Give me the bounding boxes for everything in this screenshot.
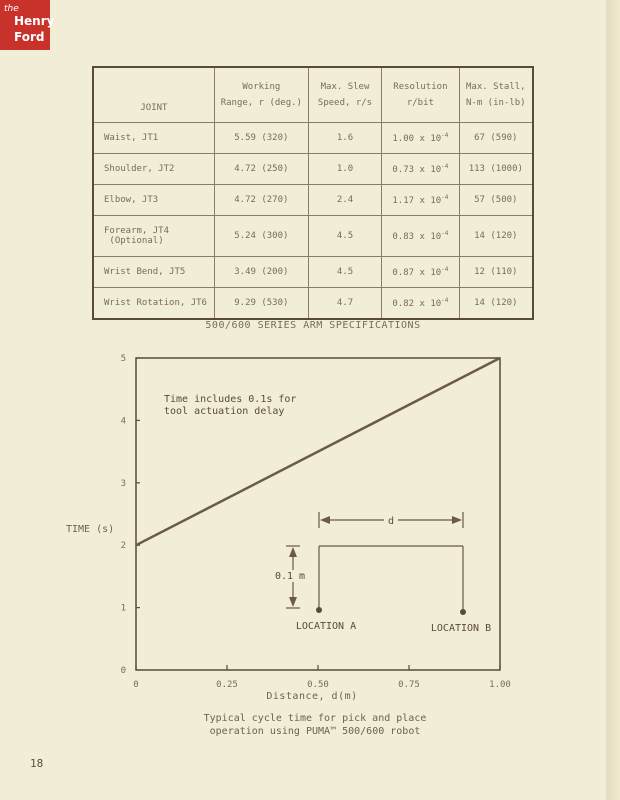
cell-speed: 4.5	[308, 216, 381, 257]
table-row	[93, 123, 533, 154]
cell-joint: Waist, JT1	[93, 123, 214, 154]
cell-stall: 67 (590)	[459, 123, 533, 154]
series-line	[136, 358, 500, 545]
x-axis	[133, 665, 511, 690]
header-resolution: Resolution r/bit	[382, 67, 459, 123]
cell-joint: Shoulder, JT2	[93, 154, 214, 185]
henry-ford-logo: the Henry Ford	[0, 0, 50, 50]
cell-joint: Elbow, JT3	[93, 185, 214, 216]
location-a-dot	[316, 607, 322, 613]
cell-resolution: 0.87 x $10^{-4}$	[382, 257, 459, 288]
x-tick-label: 0	[133, 680, 139, 690]
location-b-label: LOCATION B	[430, 623, 492, 634]
cell-speed: 1.0	[308, 154, 381, 185]
y-tick-label: 5	[120, 354, 126, 364]
cell-range: 3.49 (200)	[214, 257, 308, 288]
arrowheads	[289, 516, 462, 607]
cell-speed: 2.4	[308, 185, 381, 216]
y-tick-label: 1	[120, 603, 126, 614]
cell-resolution: 0.73 x $10^{-4}$	[382, 154, 459, 185]
distance-label: d	[387, 516, 395, 527]
x-tick-label: 0.50	[307, 680, 329, 690]
y-tick-label: 0	[120, 666, 126, 676]
arrow-right-icon	[452, 516, 462, 524]
arrow-up-icon	[289, 547, 297, 557]
cell-stall: 57 (500)	[459, 185, 533, 216]
figure-caption: Typical cycle time for pick and place operation using PUMA™ 500/600 robot	[203, 713, 427, 737]
cell-range: 5.59 (320)	[214, 123, 308, 154]
y-tick-label: 4	[120, 416, 126, 427]
header-max-stall: Max. Stall, N-m (in-lb)	[459, 67, 533, 123]
cell-resolution: 1.17 x $10^{-4}$	[382, 185, 459, 216]
y-tick-label: 3	[120, 478, 126, 489]
cell-range: 4.72 (270)	[214, 185, 308, 216]
x-tick-label: 0.75	[398, 680, 420, 690]
cell-resolution: 1.00 x $10^{-4}$	[382, 123, 459, 154]
arrow-down-icon	[289, 597, 297, 607]
table-caption: 500/600 SERIES ARM SPECIFICATIONS	[205, 320, 421, 331]
y-axis-label: TIME (s)	[66, 524, 115, 535]
x-tick-label: 0.25	[216, 680, 238, 690]
cell-joint: Wrist Rotation, JT6	[93, 288, 214, 320]
cell-joint: Forearm, JT4 (Optional)	[93, 216, 214, 257]
cell-resolution: 0.83 x $10^{-4}$	[382, 216, 459, 257]
page-number: 18	[30, 757, 44, 770]
y-axis	[121, 354, 140, 676]
cell-stall: 14 (120)	[459, 288, 533, 320]
cell-range: 5.24 (300)	[214, 216, 308, 257]
header-working-range: Working Range, r (deg.)	[214, 67, 308, 123]
arrow-left-icon	[320, 516, 330, 524]
table-row	[93, 216, 533, 257]
table-header-row	[93, 67, 533, 123]
cell-range: 4.72 (250)	[214, 154, 308, 185]
arm-specifications-table	[92, 66, 534, 320]
table-row	[93, 257, 533, 288]
location-b-dot	[460, 609, 466, 615]
cycle-time-chart	[0, 340, 606, 710]
x-tick-label: 1.00	[489, 680, 511, 690]
table-row	[93, 154, 533, 185]
y-tick-label: 2	[120, 541, 126, 552]
header-joint: JOINT	[93, 67, 214, 123]
cell-stall: 113 (1000)	[459, 154, 533, 185]
cell-speed: 4.7	[308, 288, 381, 320]
cell-speed: 1.6	[308, 123, 381, 154]
cell-stall: 14 (120)	[459, 216, 533, 257]
page-edge-shadow	[606, 0, 620, 800]
cell-stall: 12 (110)	[459, 257, 533, 288]
annotation-note-2: tool actuation delay	[164, 406, 285, 417]
table-row	[93, 185, 533, 216]
annotation-note-1: Time includes 0.1s for	[164, 394, 297, 405]
cell-speed: 4.5	[308, 257, 381, 288]
height-label: 0.1 m	[274, 571, 306, 582]
table-row	[93, 288, 533, 320]
cell-resolution: 0.82 x $10^{-4}$	[382, 288, 459, 320]
pick-place-diagram	[286, 512, 463, 610]
cell-range: 9.29 (530)	[214, 288, 308, 320]
cell-joint: Wrist Bend, JT5	[93, 257, 214, 288]
header-max-slew: Max. Slew Speed, r/s	[308, 67, 381, 123]
x-axis-label: Distance, d(m)	[266, 691, 358, 702]
location-a-label: LOCATION A	[295, 621, 357, 632]
